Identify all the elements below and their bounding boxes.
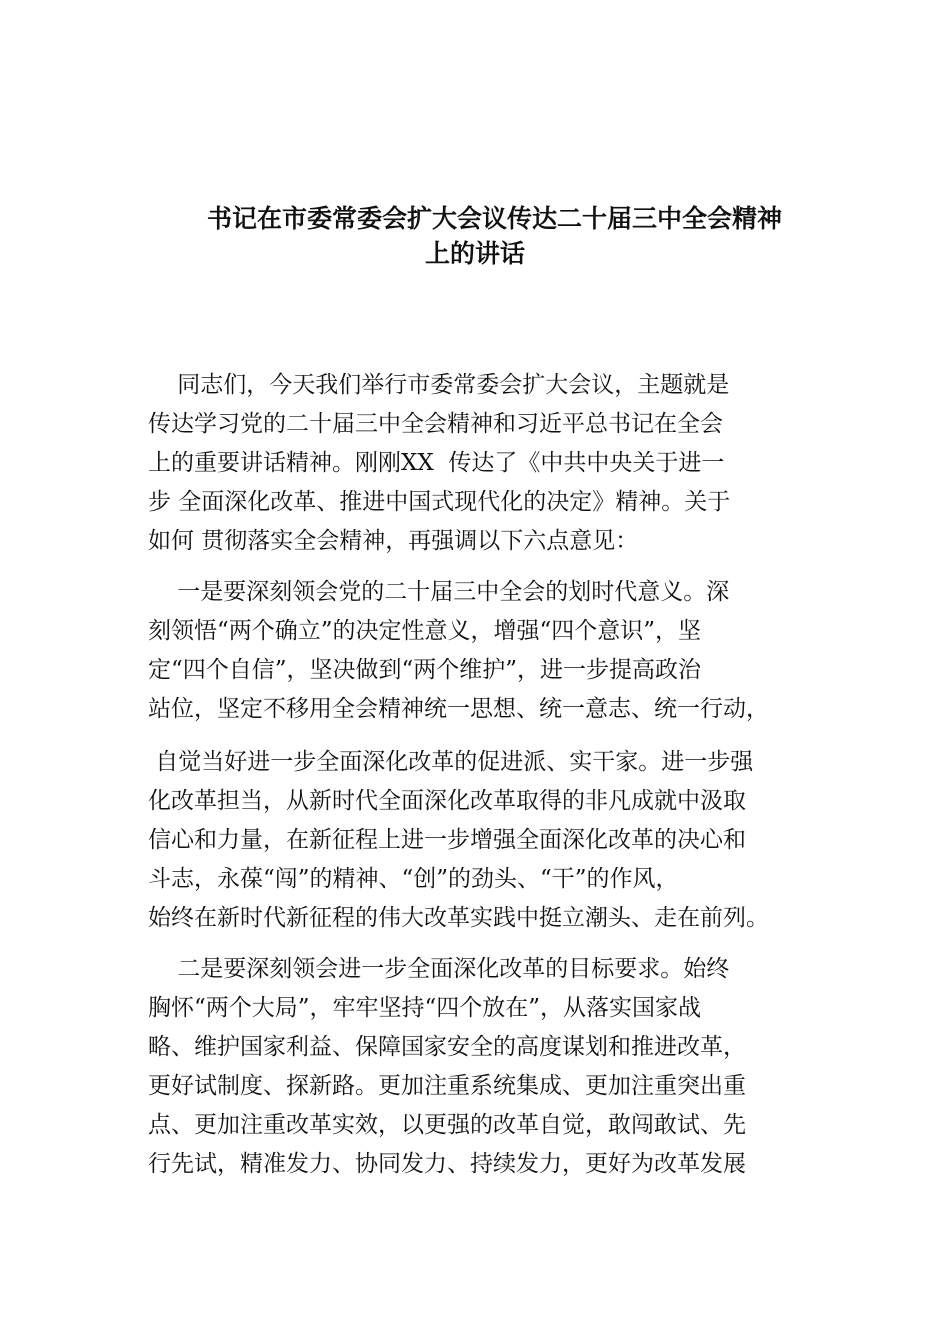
paragraph-3-line-4: 更好试制度、探新路。更加注重系统集成、更加注重突出重: [148, 1073, 746, 1099]
paragraph-3-line-6: 行先试，精准发力、协同发力、持续发力，更好为改革发展: [148, 1151, 746, 1177]
paragraph-1-line-3: 上的重要讲话精神。刚刚XX 传达了《中共中央关于进一: [148, 450, 725, 476]
paragraph-1-line-4: 步 全面深化改革、推进中国式现代化的决定》精神。关于: [148, 489, 731, 515]
paragraph-2-line-7: 信心和力量，在新征程上进一步增强全面深化改革的决心和: [148, 827, 746, 853]
paragraph-2-line-4: 站位，坚定不移用全会精神统一思想、统一意志、统一行动，: [148, 696, 769, 722]
paragraph-3-line-1: 二是要深刻领会进一步全面深化改革的目标要求。始终: [148, 956, 730, 982]
paragraph-2-line-9: 始终在新时代新征程的伟大改革实践中挺立潮头、走在前列。: [148, 905, 769, 931]
paragraph-3-line-2: 胸怀“两个大局”，牢牢坚持“四个放在”，从落实国家战: [148, 995, 702, 1021]
paragraph-1-line-5: 如何 贯彻落实全会精神，再强调以下六点意见：: [148, 528, 639, 554]
paragraph-1-line-2: 传达学习党的二十届三中全会精神和习近平总书记在全会: [148, 411, 723, 437]
paragraph-2-line-5: 自觉当好进一步全面深化改革的促进派、实干家。进一步强: [148, 749, 754, 775]
paragraph-2-line-1: 一是要深刻领会党的二十届三中全会的划时代意义。深: [148, 579, 730, 605]
paragraph-3-line-3: 略、维护国家利益、保障国家安全的高度谋划和推进改革，: [148, 1034, 746, 1060]
paragraph-1-line-1: 同志们，今天我们举行市委常委会扩大会议，主题就是: [148, 372, 730, 398]
document-title-line-1: 书记在市委常委会扩大会议传达二十届三中全会精神: [207, 204, 783, 233]
paragraph-2-line-2: 刻领悟“两个确立”的决定性意义，增强“四个意识”，坚: [148, 618, 702, 644]
paragraph-2-line-8: 斗志，永葆“闯”的精神、“创”的劲头、“干”的作风，: [148, 866, 679, 892]
document-title-line-2: 上的讲话: [425, 239, 526, 268]
paragraph-3-line-5: 点、更加注重改革实效，以更强的改革自觉，敢闯敢试、先: [148, 1112, 746, 1138]
paragraph-2-line-6: 化改革担当，从新时代全面深化改革取得的非凡成就中汲取: [148, 788, 746, 814]
paragraph-2-line-3: 定“四个自信”，坚决做到“两个维护”，进一步提高政治: [148, 657, 702, 683]
